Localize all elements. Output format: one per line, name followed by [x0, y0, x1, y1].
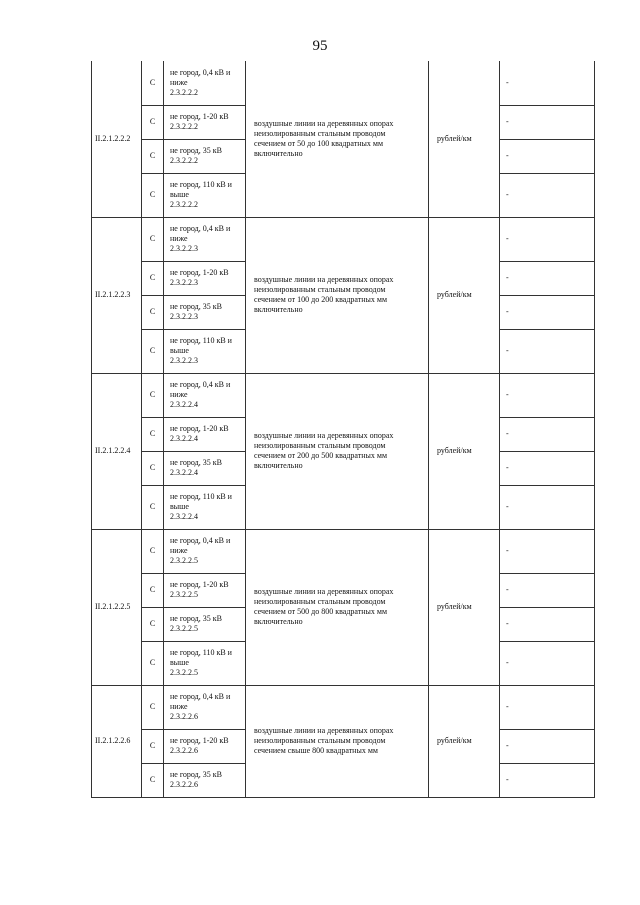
- voltage-subcategory: [164, 329, 246, 373]
- value-cell: -: [500, 173, 595, 217]
- unit-cell: рублей/км: [429, 217, 500, 373]
- description-line: включительно: [254, 148, 303, 158]
- description-line: неизолированным стальным проводом: [254, 597, 386, 606]
- subcategory-line: ниже: [170, 390, 188, 399]
- value-cell: -: [500, 485, 595, 529]
- subcategory-line: не город, 0,4 кВ и: [170, 224, 231, 233]
- item-code: II.2.1.2.2.3: [92, 217, 142, 373]
- value-cell: -: [500, 139, 595, 173]
- voltage-subcategory: [164, 451, 246, 485]
- subcategory-line: 2.3.2.2.3: [170, 312, 198, 321]
- category-letter: С: [142, 729, 164, 763]
- category-letter: С: [142, 573, 164, 607]
- page-number: 95: [312, 38, 328, 54]
- category-letter: С: [142, 763, 164, 797]
- item-code: II.2.1.2.2.6: [92, 685, 142, 797]
- subcategory-line: 2.3.2.2.5: [170, 590, 198, 599]
- subcategory-line: не город, 35 кВ: [170, 146, 222, 155]
- value-cell: -: [500, 61, 595, 105]
- subcategory-line: не город, 35 кВ: [170, 770, 222, 779]
- subcategory-line: не город, 0,4 кВ и: [170, 380, 231, 389]
- item-code: II.2.1.2.2.4: [92, 373, 142, 529]
- table-row: [92, 685, 595, 729]
- category-letter: С: [142, 217, 164, 261]
- category-letter: С: [142, 417, 164, 451]
- subcategory-line: не город, 110 кВ и: [170, 336, 232, 345]
- voltage-subcategory: [164, 139, 246, 173]
- category-letter: С: [142, 295, 164, 329]
- value-cell: -: [500, 529, 595, 573]
- subcategory-line: 2.3.2.2.6: [170, 746, 198, 755]
- description-line: сечением от 100 до 200 квадратных мм: [254, 295, 388, 304]
- description-line: воздушные линии на деревянных опорах: [254, 726, 394, 735]
- description-line: сечением свыше 800 квадратных мм: [254, 746, 378, 755]
- subcategory-line: 2.3.2.2.2: [170, 87, 198, 97]
- value-cell: -: [500, 261, 595, 295]
- table-row: [92, 217, 595, 261]
- line-description: [246, 61, 429, 217]
- value-cell: -: [500, 763, 595, 797]
- subcategory-line: ниже: [170, 546, 188, 555]
- unit-cell: рублей/км: [429, 61, 500, 217]
- voltage-subcategory: [164, 763, 246, 797]
- description-line: включительно: [254, 617, 303, 626]
- voltage-subcategory: [164, 261, 246, 295]
- description-line: воздушные линии на деревянных опорах: [254, 587, 394, 596]
- unit-cell: рублей/км: [429, 373, 500, 529]
- subcategory-line: 2.3.2.2.2: [170, 200, 198, 209]
- subcategory-line: выше: [170, 346, 189, 355]
- category-letter: С: [142, 485, 164, 529]
- subcategory-line: 2.3.2.2.2: [170, 156, 198, 165]
- line-description: [246, 373, 429, 529]
- subcategory-line: не город, 0,4 кВ и: [170, 692, 231, 701]
- subcategory-line: выше: [170, 658, 189, 667]
- voltage-subcategory: [164, 61, 246, 105]
- subcategory-line: не город, 110 кВ и: [170, 492, 232, 501]
- category-letter: С: [142, 261, 164, 295]
- subcategory-line: 2.3.2.2.6: [170, 780, 198, 789]
- voltage-subcategory: [164, 417, 246, 451]
- subcategory-line: 2.3.2.2.4: [170, 400, 198, 409]
- item-code: II.2.1.2.2.2: [92, 61, 142, 217]
- description-line: неизолированным стальным проводом: [254, 441, 386, 450]
- category-letter: С: [142, 173, 164, 217]
- subcategory-line: 2.3.2.2.3: [170, 278, 198, 287]
- voltage-subcategory: [164, 295, 246, 329]
- category-letter: С: [142, 373, 164, 417]
- value-cell: -: [500, 685, 595, 729]
- category-letter: С: [142, 139, 164, 173]
- line-description: [246, 529, 429, 685]
- table-row: [92, 61, 595, 105]
- category-letter: С: [142, 451, 164, 485]
- voltage-subcategory: [164, 685, 246, 729]
- item-code: II.2.1.2.2.5: [92, 529, 142, 685]
- table-row: [92, 529, 595, 573]
- value-cell: -: [500, 573, 595, 607]
- subcategory-line: ниже: [170, 234, 188, 243]
- tariff-table: [91, 61, 595, 798]
- value-cell: -: [500, 417, 595, 451]
- description-line: неизолированным стальным проводом: [254, 285, 386, 294]
- description-line: неизолированным стальным проводом: [254, 736, 386, 745]
- subcategory-line: не город, 110 кВ и: [170, 648, 232, 657]
- subcategory-line: не город, 35 кВ: [170, 614, 222, 623]
- category-letter: С: [142, 61, 164, 105]
- value-cell: -: [500, 105, 595, 139]
- subcategory-line: не город, 35 кВ: [170, 458, 222, 467]
- description-line: воздушные линии на деревянных опорах: [254, 431, 394, 440]
- subcategory-line: ниже: [170, 702, 188, 711]
- voltage-subcategory: [164, 729, 246, 763]
- subcategory-line: 2.3.2.2.5: [170, 624, 198, 633]
- subcategory-line: выше: [170, 502, 189, 511]
- value-cell: -: [500, 607, 595, 641]
- description-line: включительно: [254, 305, 303, 314]
- value-cell: -: [500, 729, 595, 763]
- voltage-subcategory: [164, 373, 246, 417]
- unit-cell: рублей/км: [429, 529, 500, 685]
- subcategory-line: не город, 1-20 кВ: [170, 268, 229, 277]
- description-line: воздушные линии на деревянных опорах: [254, 118, 394, 128]
- subcategory-line: не город, 1-20 кВ: [170, 736, 229, 745]
- subcategory-line: не город, 0,4 кВ и: [170, 536, 231, 545]
- category-letter: С: [142, 685, 164, 729]
- description-line: воздушные линии на деревянных опорах: [254, 275, 394, 284]
- voltage-subcategory: [164, 217, 246, 261]
- subcategory-line: не город, 1-20 кВ: [170, 112, 229, 121]
- subcategory-line: не город, 35 кВ: [170, 302, 222, 311]
- category-letter: С: [142, 329, 164, 373]
- subcategory-line: 2.3.2.2.4: [170, 468, 198, 477]
- value-cell: -: [500, 641, 595, 685]
- voltage-subcategory: [164, 105, 246, 139]
- description-line: сечением от 50 до 100 квадратных мм: [254, 138, 384, 148]
- category-letter: С: [142, 105, 164, 139]
- description-line: сечением от 500 до 800 квадратных мм: [254, 607, 388, 616]
- subcategory-line: 2.3.2.2.2: [170, 122, 198, 131]
- line-description: [246, 217, 429, 373]
- description-line: включительно: [254, 461, 303, 470]
- unit-cell: рублей/км: [429, 685, 500, 797]
- voltage-subcategory: [164, 607, 246, 641]
- subcategory-line: 2.3.2.2.5: [170, 668, 198, 677]
- voltage-subcategory: [164, 485, 246, 529]
- category-letter: С: [142, 607, 164, 641]
- value-cell: -: [500, 451, 595, 485]
- subcategory-line: 2.3.2.2.3: [170, 356, 198, 365]
- subcategory-line: ниже: [170, 77, 188, 87]
- subcategory-line: не город, 110 кВ и: [170, 180, 232, 189]
- value-cell: -: [500, 373, 595, 417]
- category-letter: С: [142, 529, 164, 573]
- subcategory-line: 2.3.2.2.6: [170, 712, 198, 721]
- subcategory-line: не город, 1-20 кВ: [170, 424, 229, 433]
- description-line: неизолированным стальным проводом: [254, 128, 386, 138]
- value-cell: -: [500, 295, 595, 329]
- value-cell: -: [500, 217, 595, 261]
- subcategory-line: не город, 0,4 кВ и: [170, 67, 231, 77]
- value-cell: -: [500, 329, 595, 373]
- line-description: [246, 685, 429, 797]
- subcategory-line: выше: [170, 190, 189, 199]
- voltage-subcategory: [164, 573, 246, 607]
- voltage-subcategory: [164, 641, 246, 685]
- subcategory-line: 2.3.2.2.3: [170, 244, 198, 253]
- subcategory-line: не город, 1-20 кВ: [170, 580, 229, 589]
- description-line: сечением от 200 до 500 квадратных мм: [254, 451, 388, 460]
- tariff-table-body: [92, 61, 595, 797]
- voltage-subcategory: [164, 173, 246, 217]
- subcategory-line: 2.3.2.2.4: [170, 434, 198, 443]
- voltage-subcategory: [164, 529, 246, 573]
- category-letter: С: [142, 641, 164, 685]
- subcategory-line: 2.3.2.2.4: [170, 512, 198, 521]
- subcategory-line: 2.3.2.2.5: [170, 556, 198, 565]
- table-row: [92, 373, 595, 417]
